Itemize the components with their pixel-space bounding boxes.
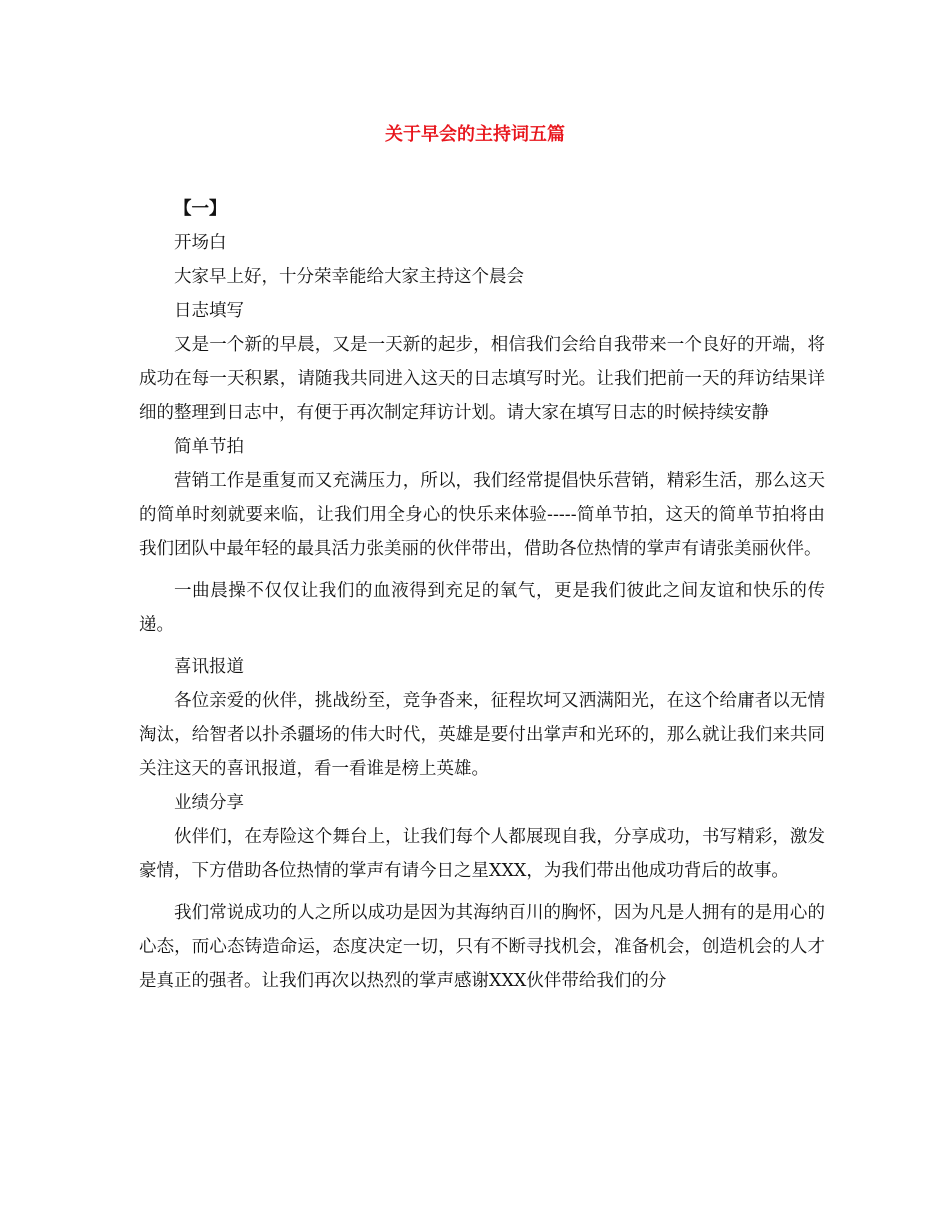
section-heading: 【一】 <box>174 199 227 219</box>
document-body <box>139 192 825 998</box>
paragraph-success: 我们常说成功的人之所以成功是因为其海纳百川的胸怀，因为凡是人拥有的是用心的心态，而心态铸造命运，态度决定一切，只有不断寻找机会，准备机会，创造机会的人才是真正的强者。让我们再次以热烈的掌声感谢XXX伙伴带给我们的分 <box>139 903 825 991</box>
subheading-log: 日志填写 <box>174 301 244 321</box>
paragraph-greeting: 大家早上好，十分荣幸能给大家主持这个晨会 <box>174 267 524 287</box>
document-title: 关于早会的主持词五篇 <box>385 124 565 145</box>
paragraph-news: 各位亲爱的伙伴，挑战纷至，竞争沓来，征程坎坷又洒满阳光，在这个给庸者以无情淘汰，给智者以扑杀疆场的伟大时代，英雄是要付出掌声和光环的，那么就让我们来共同关注这天的喜讯报道，看一看谁是榜上英雄。 <box>139 691 825 779</box>
subheading-rhythm: 简单节拍 <box>174 437 244 457</box>
paragraph-rhythm: 营销工作是重复而又充满压力，所以，我们经常提倡快乐营销，精彩生活，那么这天的简单时刻就要来临，让我们用全身心的快乐来体验-----简单节拍，这天的简单节拍将由我们团队中最年轻的最具活力张美丽的伙伴带出，借助各位热情的掌声有请张美丽伙伴。 <box>139 471 825 559</box>
paragraph-exercise: 一曲晨操不仅仅让我们的血液得到充足的氧气，更是我们彼此之间友谊和快乐的传递。 <box>139 581 825 635</box>
paragraph-log: 又是一个新的早晨，又是一天新的起步，相信我们会给自我带来一个良好的开端，将成功在每一天积累，请随我共同进入这天的日志填写时光。让我们把前一天的拜访结果详细的整理到日志中，有便于再次制定拜访计划。请大家在填写日志的时候持续安静 <box>139 335 825 423</box>
paragraph-performance: 伙伴们，在寿险这个舞台上，让我们每个人都展现自我，分享成功，书写精彩，激发豪情，下方借助各位热情的掌声有请今日之星XXX，为我们带出他成功背后的故事。 <box>139 827 825 881</box>
subheading-opening: 开场白 <box>174 233 227 253</box>
subheading-news: 喜讯报道 <box>174 657 244 677</box>
subheading-performance: 业绩分享 <box>174 793 244 813</box>
